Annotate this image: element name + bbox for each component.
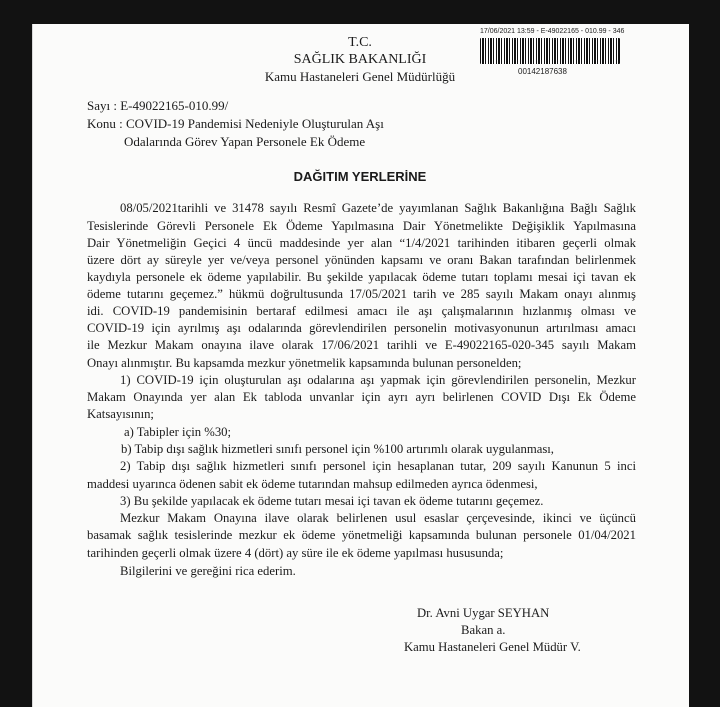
- signatory-title-1: Bakan a.: [461, 623, 506, 637]
- body-line: üzere dört ay süreyle yer ve/veya personel yönünden kapsamı ve oranı Bakan tarafından belirlenmek: [87, 253, 636, 267]
- body-line: 2) Tabip dışı sağlık hizmetleri sınıfı personel için hesaplanan tutar, 209 sayılı Kanunun 5 inci: [120, 459, 636, 473]
- body-line: b) Tabip dışı sağlık hizmetleri sınıfı personel için %100 artırımlı olarak uygulanması,: [121, 442, 554, 456]
- body-line: basamak sağlık tesislerinde mezkur ek ödeme yönetmeliği kapsamında bulunan personele 01/04/2021: [87, 528, 636, 542]
- signatory-title-2: Kamu Hastaneleri Genel Müdür V.: [404, 640, 581, 654]
- distribution-heading: DAĞITIM YERLERİNE: [293, 169, 427, 184]
- header-tc: T.C.: [348, 35, 372, 50]
- konu-line-2: Odalarında Görev Yapan Personele Ek Ödeme: [124, 134, 366, 149]
- body-line: 3) Bu şekilde yapılacak ek ödeme tutarı mesai içi tavan ek ödeme tutarını geçemez.: [120, 494, 544, 508]
- stamp-meta: 17/06/2021 13:59 - E-49022165 - 010.99 - 346: [480, 28, 625, 35]
- body-line: 08/05/2021tarihli ve 31478 sayılı Resmî Gazete’de yayımlanan Sağlık Bakanlığına Bağlı Sağlık: [120, 201, 636, 215]
- sayi-line: Sayı : E-49022165-010.99/: [87, 98, 229, 113]
- body-line: idi. COVID-19 pandemisinin bertaraf edilmesi amacı ile aşı çalışmalarının hızlanmış olması ve: [87, 304, 636, 318]
- body-line: Mezkur Makam Onayına ilave olarak belirlenen usul esaslar çerçevesinde, ikinci ve üçüncü: [120, 511, 636, 525]
- body-line: Dair Yönetmeliğin Geçici 4 üncü maddesinde yer alan “1/4/2021 tarihinden itibaren geçerli olmak: [87, 236, 636, 250]
- body-line: ile Mezkur Makam onayına ilave olarak 17/06/2021 tarihli ve E-49022165-020-345 sayılı Makam: [87, 338, 636, 352]
- body-line: a) Tabipler için %30;: [124, 425, 232, 439]
- body-line: maddesi uyarınca ödenen sabit ek ödeme tutarından mahsup edilmeden ayrıca ödenmesi,: [87, 477, 538, 491]
- signatory-name: Dr. Avni Uygar SEYHAN: [417, 606, 550, 620]
- body-line: Katsayısının;: [87, 407, 154, 421]
- body-line: tarihinden geçerli olmak üzere 4 (dört) ay süre ile ek ödeme yapılması hususunda;: [87, 546, 504, 560]
- konu-line-1: Konu : COVID-19 Pandemisi Nedeniyle Oluşturulan Aşı: [87, 116, 384, 131]
- body-line: Makam Onayında yer alan Ek tabloda unvanlar için ayrı ayrı belirlenen COVID Dışı Ek Ödeme: [87, 390, 636, 404]
- body-line: ödeme tutarını geçemez.” hükmü doğrultusunda 17/05/2021 tarih ve 285 sayılı Makam onayı alınmış: [87, 287, 636, 301]
- body-line: Bilgilerini ve gereğini rica ederim.: [120, 564, 296, 578]
- body-line: COVID-19 için ayrılmış aşı odalarında görevlendirilen personelin motivasyonunun artırılması amacı: [87, 321, 636, 335]
- body-line: Tesislerinde Görevli Personele Ek Ödeme Yapılmasına Dair Yönetmelikte Değişiklik Yapılmasına: [87, 219, 636, 233]
- body-line: kaydıyla personele ek ödeme yapılabilir. Bu şekilde yapılacak ödeme tutarı toplamı mesai içi tavan ek: [87, 270, 636, 284]
- body-line: 1) COVID-19 için oluşturulan aşı odalarına aşı yapmak için görevlendirilen personelin, Mezkur: [120, 373, 636, 387]
- barcode-number: 00142187638: [518, 67, 567, 76]
- header-ministry: SAĞLIK BAKANLIĞI: [293, 52, 427, 67]
- header-directorate: Kamu Hastaneleri Genel Müdürlüğü: [264, 69, 456, 84]
- body-line: Onayı alınmıştır. Bu kapsamda mezkur yönetmelik kapsamında bulunan personelden;: [87, 356, 522, 370]
